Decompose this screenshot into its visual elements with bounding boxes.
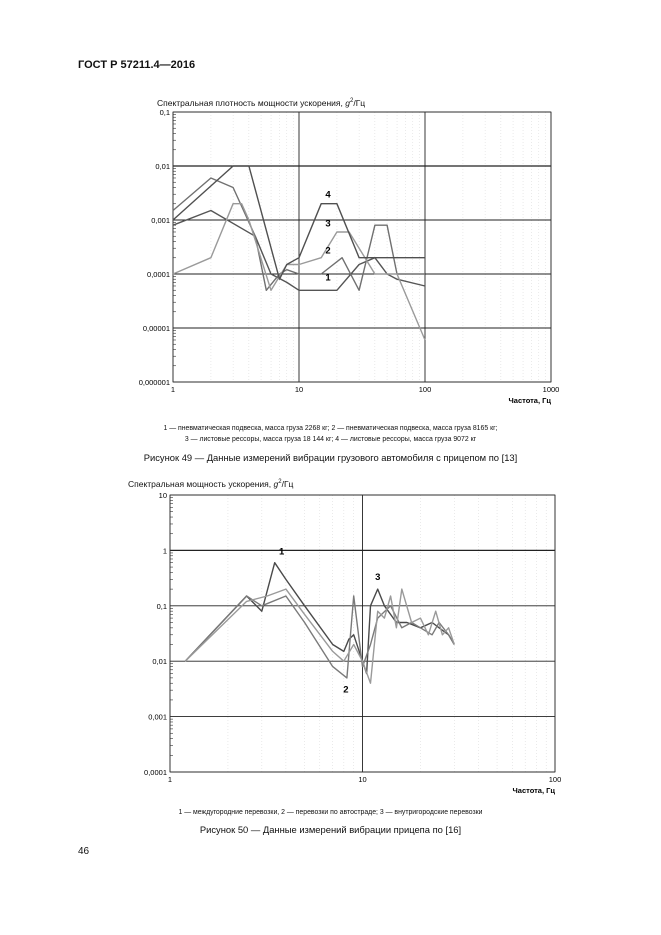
chart1-legend-line1: 1 — пневматическая подвеска, масса груза 2268 кг; 2 — пневматическая подвеска, масса груза 8165 кг; [163, 425, 498, 432]
chart2-y-title-text: Спектральная мощность ускорения, [128, 479, 274, 489]
chart2-y-tick-label: 10 [158, 491, 167, 500]
chart1-y-tick-label: 0,001 [151, 216, 170, 225]
chart2-y-title-g: g [273, 479, 279, 489]
chart1-series-label-4: 4 [325, 189, 331, 201]
figure-50-caption: Рисунок 50 — Данные измерений вибрации прицепа по [16] [199, 824, 462, 835]
chart1-y-tick-label: 0,1 [159, 108, 170, 117]
chart1-legend [0, 423, 661, 445]
chart2-legend [0, 807, 661, 818]
chart1-series-label-3: 3 [325, 218, 331, 230]
page-number: 46 [78, 846, 90, 857]
chart2-y-title-exp: 2 [278, 479, 282, 486]
document-id: ГОСТ Р 57211.4—2016 [78, 59, 196, 71]
chart1-x-tick-label: 10 [294, 385, 304, 394]
chart2-x-tick-label: 10 [358, 775, 367, 784]
chart1-plot-frame [173, 112, 551, 382]
chart2-x-tick-label: 1 [167, 775, 173, 784]
chart2-y-tick-label: 0,1 [156, 601, 167, 611]
chart1-legend-line2: 3 — листовые рессоры, масса груза 18 144 кг; 4 — листовые рессоры, масса груза 9072 кг [184, 436, 477, 443]
chart2-series-label-2: 2 [343, 684, 349, 696]
chart1-y-tick-label: 0,00001 [142, 324, 170, 333]
chart2-series-label-1: 1 [278, 546, 285, 558]
chart-psd-trailer [0, 470, 661, 805]
chart2-x-axis-label: Частота, Гц [512, 786, 555, 795]
chart1-x-tick-label: 1000 [542, 385, 560, 394]
chart2-x-tick-label: 100 [548, 775, 562, 784]
chart1-series-label-2: 2 [325, 245, 331, 257]
chart2-series-label-3: 3 [375, 572, 381, 584]
chart1-y-title-exp: 2 [350, 98, 354, 105]
chart1-x-axis-label: Частота, Гц [508, 396, 551, 405]
chart2-y-title-unit: /Гц [281, 479, 294, 489]
chart2-y-tick-label: 0,01 [152, 657, 167, 667]
chart-psd-truck-trailer [0, 0, 661, 420]
chart1-x-tick-label: 100 [418, 385, 432, 394]
chart2-y-tick-label: 1 [162, 546, 167, 556]
chart2-y-tick-label: 0,0001 [144, 768, 167, 777]
chart1-y-tick-label: 0,01 [155, 162, 170, 171]
chart2-legend-line1: 1 — междугородние перевозки, 2 — перевозки по автостраде; 3 — внутригородские перевозки [178, 809, 483, 816]
figure-49-caption: Рисунок 49 — Данные измерений вибрации грузового автомобиля с прицепом по [13] [143, 452, 518, 463]
chart1-y-tick-label: 0,0001 [147, 270, 170, 279]
chart1-y-tick-label: 0,000001 [138, 378, 170, 387]
chart2-y-tick-label: 0,001 [148, 712, 167, 722]
chart1-y-title-g: g [345, 98, 350, 108]
chart1-series-label-1: 1 [325, 272, 331, 284]
chart1-x-tick-label: 1 [170, 385, 176, 394]
chart1-y-title-unit: /Гц [353, 98, 366, 108]
chart1-y-title-text: Спектральная плотность мощности ускорения, [157, 98, 346, 108]
